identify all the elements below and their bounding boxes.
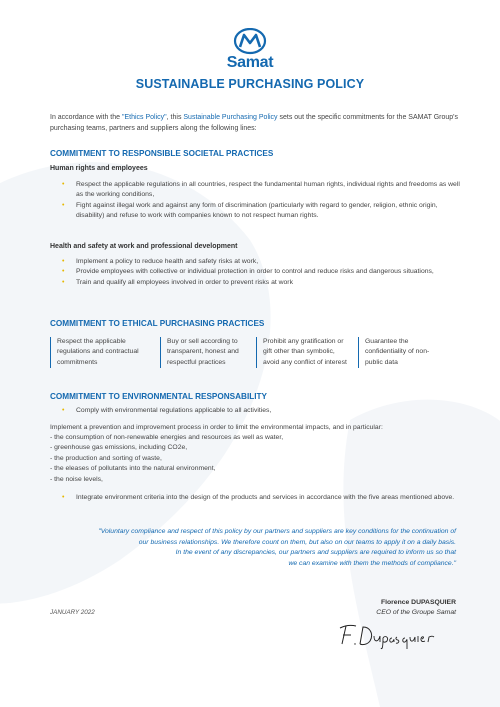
environmental-bullet-1 (62, 406, 460, 416)
list-item: - the production and sorting of waste, (50, 454, 162, 462)
page-title: SUSTAINABLE PURCHASING POLICY (135, 77, 365, 91)
document-date: JANUARY 2022 (50, 609, 95, 616)
human-rights-heading: Human rights and employees (50, 165, 148, 172)
sustainable-policy-link[interactable]: Sustainable Purchasing Policy (183, 114, 278, 121)
list-item: - the consumption of non-renewable energies and resources as well as water, (50, 434, 284, 441)
ethical-column: Buy or sell according to transparent, honest and respectful practices (160, 337, 251, 368)
health-list (62, 257, 460, 288)
list-item: • Integrate environment criteria into the design of the products and services in accordance with the five areas mentioned above. (62, 493, 460, 503)
environmental-heading: COMMITMENT TO ENVIRONMENTAL RESPONSABILITY (50, 392, 267, 401)
list-item: - greenhouse gas emissions, including CO2e, (50, 444, 188, 452)
ethics-policy-link[interactable]: "Ethics Policy" (122, 114, 167, 121)
list-item: • Fight against illegal work and against any form of discrimination (particularly with regard to gender, religion, ethnic origin, disability) and refuse to work with companies known to not respect human rights. (62, 201, 460, 222)
list-item: • Respect the applicable regulations in all countries, respect the fundamental human rights, individual rights and freedoms as well as the working conditions, (62, 180, 460, 201)
ethical-columns (50, 337, 460, 387)
ethical-heading: COMMITMENT TO ETHICAL PURCHASING PRACTICES (50, 319, 265, 328)
list-item: • Train and qualify all employees involved in order to prevent risks at work (62, 278, 460, 288)
ethical-column: Prohibit any gratification or gift other than symbolic, avoid any conflict of interest (256, 337, 347, 368)
environmental-bullet-2 (62, 493, 460, 503)
compliance-quote (40, 527, 456, 569)
list-item: - the noise levels, (50, 475, 103, 483)
handwritten-signature (336, 620, 436, 650)
quote-line: our business relationships. We therefore count on them, but also on our teams to apply it on a daily basis. (138, 538, 456, 546)
quote-line: "Voluntary compliance and respect of this policy by our partners and suppliers are key conditions for the continuation of (98, 528, 456, 535)
environmental-paragraph: Implement a prevention and improvement process in order to limit the environmental impacts, and in particular: (50, 424, 383, 431)
list-item: • Provide employees with collective or individual protection in order to control and reduce risks and dangerous situations, (62, 267, 460, 277)
list-item: - the eleases of pollutants into the natural environment, (50, 465, 216, 473)
list-item: • Comply with environmental regulations applicable to all activities, (62, 406, 460, 416)
ethical-column: Guarantee the confidentiality of non-public data (358, 337, 445, 368)
societal-heading: COMMITMENT TO RESPONSIBLE SOCIETAL PRACTICES (50, 149, 274, 158)
quote-line: we can examine with them the methods of compliance." (288, 559, 456, 567)
brand-name: Samat (226, 54, 274, 71)
human-rights-list (62, 180, 460, 221)
intro-paragraph: In accordance with the "Ethics Policy", this Sustainable Purchasing Policy sets out the specific commitments for the SAMAT Group's purchasing teams, partners and suppliers along the following lines: (50, 114, 458, 132)
list-item: • Implement a policy to reduce health and safety risks at work, (62, 257, 460, 267)
signatory-name: Florence DUPASQUIER (380, 599, 456, 606)
health-heading: Health and safety at work and professional development (50, 243, 238, 250)
signatory-title: CEO of the Groupe Samat (376, 609, 456, 616)
ethical-column: Respect the applicable regulations and contractual commitments (50, 337, 155, 368)
quote-line: In the event of any discrepancies, our partners and suppliers are required to inform us so that (175, 549, 456, 557)
environmental-impacts-list (50, 433, 283, 485)
